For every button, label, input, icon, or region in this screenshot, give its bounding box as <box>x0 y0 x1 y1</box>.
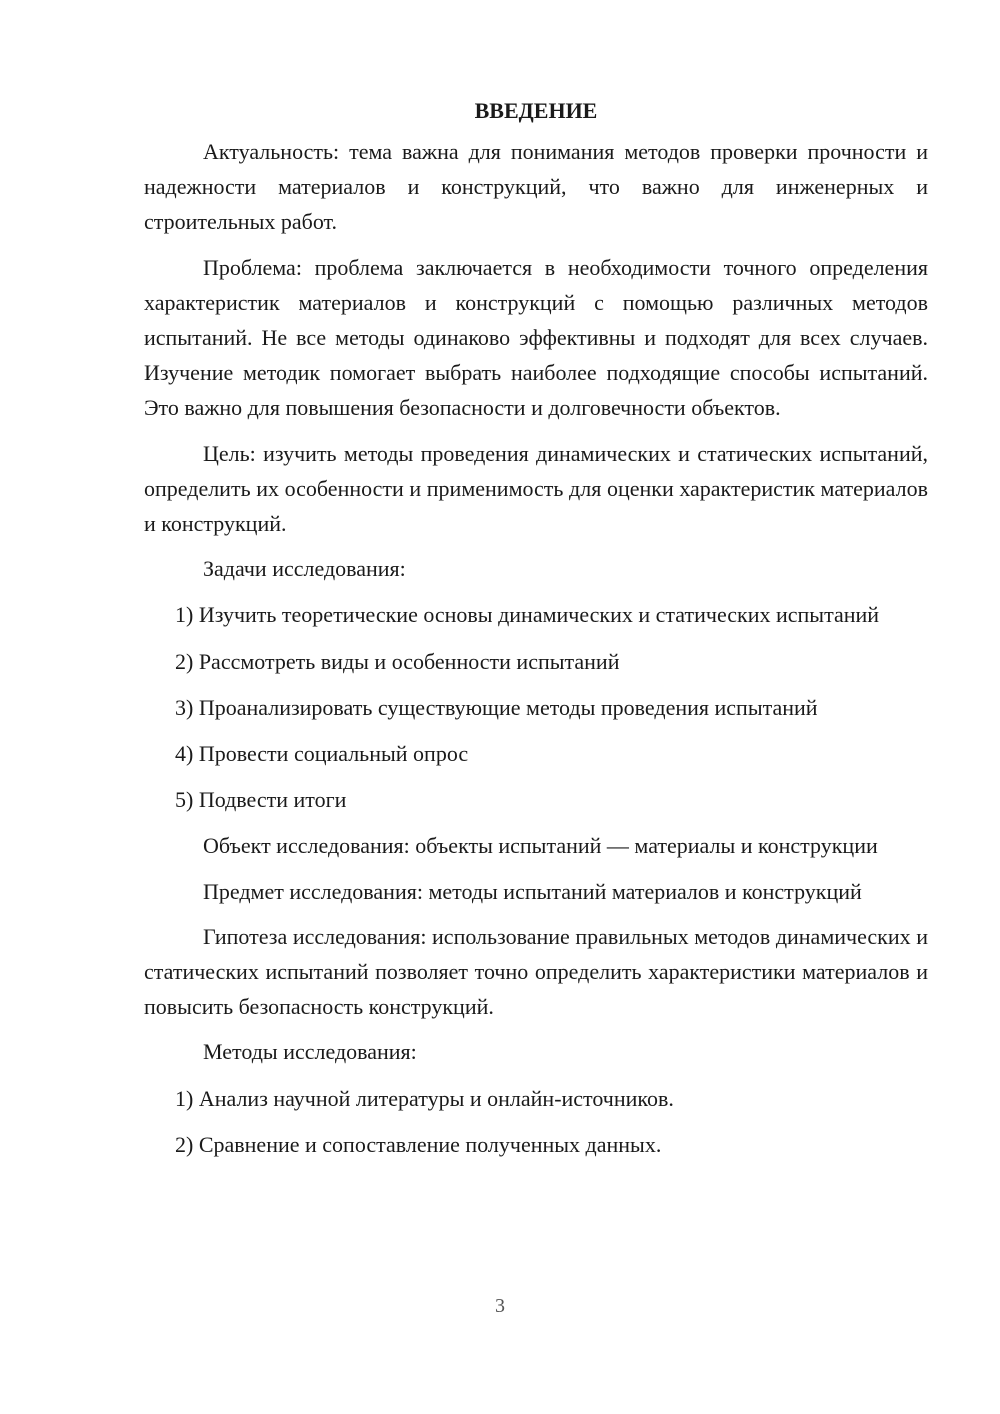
paragraph-object: Объект исследования: объекты испытаний — материалы и конструкции <box>203 833 878 859</box>
task-item-3: 3) Проанализировать существующие методы проведения испытаний <box>175 694 818 720</box>
task-item-1: 1) Изучить теоретические основы динамических и статических испытаний <box>175 602 880 628</box>
paragraph-problem: Проблема: проблема заключается в необходимости точного определения характеристик материалов и конструкций с помощью различных методов испытаний. Не все методы одинаково эффективны и подходят для всех случаев. Изучение методик помогает выбрать наиболее подходящие способы испытаний. Это важно для повышения безопасности и долговечности объектов. <box>144 254 928 421</box>
tasks-heading: Задачи исследования: <box>203 556 406 582</box>
method-item-1: 1) Анализ научной литературы и онлайн-источников. <box>175 1085 674 1111</box>
task-item-5: 5) Подвести итоги <box>175 787 347 813</box>
paragraph-hypothesis: Гипотеза исследования: использование правильных методов динамических и статических испытаний позволяет точно определить характеристики материалов и повысить безопасность конструкций. <box>144 923 928 1020</box>
task-item-4: 4) Провести социальный опрос <box>175 741 469 767</box>
task-item-2: 2) Рассмотреть виды и особенности испытаний <box>175 648 620 674</box>
paragraph-relevance: Актуальность: тема важна для понимания методов проверки прочности и надежности материалов и конструкций, что важно для инженерных и строительных работ. <box>144 139 928 235</box>
page-number: 3 <box>495 1295 505 1317</box>
section-title: ВВЕДЕНИЕ <box>474 98 598 123</box>
paragraph-goal: Цель: изучить методы проведения динамических и статических испытаний, определить их особенности и применимость для оценки характеристик материалов и конструкций. <box>144 440 928 537</box>
paragraph-subject: Предмет исследования: методы испытаний материалов и конструкций <box>203 878 862 904</box>
page-number-footer <box>0 1295 1000 1318</box>
methods-heading: Методы исследования: <box>203 1039 417 1065</box>
page-content <box>144 93 928 1162</box>
method-item-2: 2) Сравнение и сопоставление полученных данных. <box>175 1131 662 1157</box>
